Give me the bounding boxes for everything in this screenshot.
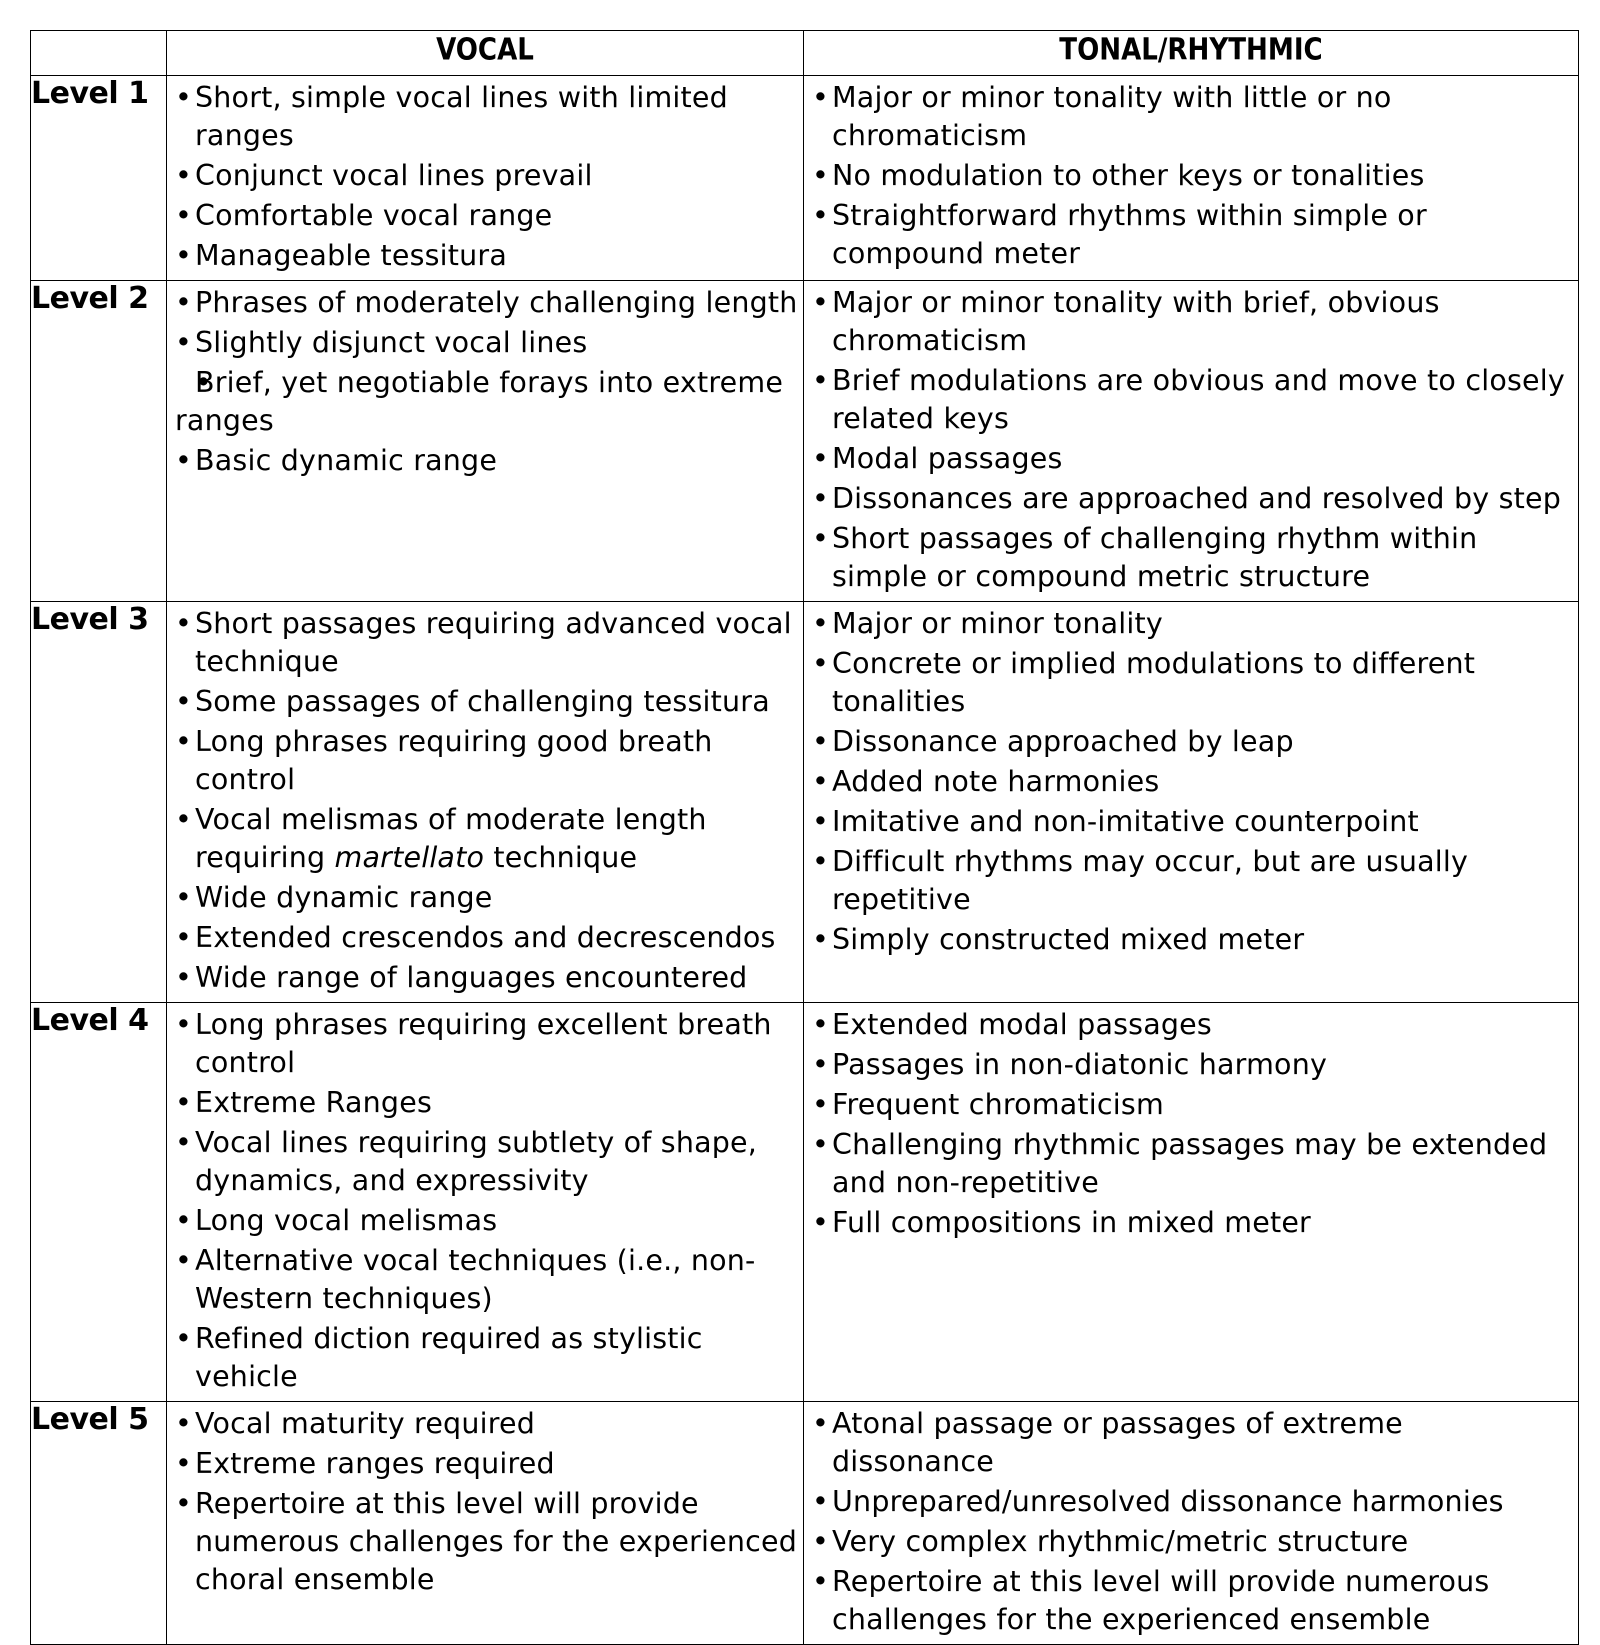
list-item: • Conjunct vocal lines prevail [175, 157, 799, 195]
list-item: • Slightly disjunct vocal lines [175, 324, 799, 362]
list-item-text-tail: technique [484, 841, 638, 874]
list-item: • Repertoire at this level will provide numerous challenges for the experienced choral ensemble [175, 1485, 799, 1599]
tonal-cell [804, 602, 1579, 1003]
list-item: • Extreme Ranges [175, 1084, 799, 1122]
list-item: • Long phrases requiring good breath control [175, 723, 799, 799]
list-item-text: Vocal melismas of moderate length requiring [195, 803, 707, 874]
list-item: • Major or minor tonality [812, 605, 1574, 643]
table-row-level-1 [31, 76, 1579, 281]
list-item: • Unprepared/unresolved dissonance harmonies [812, 1483, 1574, 1521]
list-item: • Comfortable vocal range [175, 197, 799, 235]
list-item: • Extended modal passages [812, 1006, 1574, 1044]
list-item: • Extended crescendos and decrescendos [175, 919, 799, 957]
tonal-cell [804, 1402, 1579, 1645]
vocal-cell [167, 1402, 804, 1645]
vocal-cell [167, 76, 804, 281]
list-item: • Brief modulations are obvious and move to closely related keys [812, 362, 1574, 438]
level-label: Level 4 [31, 1003, 167, 1402]
table-row-level-2 [31, 281, 1579, 602]
list-item: • Imitative and non-imitative counterpoint [812, 803, 1574, 841]
list-item: • Short passages of challenging rhythm within simple or compound metric structure [812, 520, 1574, 596]
header-row [31, 31, 1579, 76]
list-item: • Refined diction required as stylistic vehicle [175, 1320, 799, 1396]
level-column-header [31, 31, 167, 76]
list-item: • Long phrases requiring excellent breath control [175, 1006, 799, 1082]
vocal-column-header: VOCAL [167, 29, 804, 76]
list-item: • Modal passages [812, 440, 1574, 478]
list-item: • Passages in non-diatonic harmony [812, 1046, 1574, 1084]
list-item: • Brief, yet negotiable forays into extreme ranges [175, 364, 799, 440]
level-label: Level 2 [31, 281, 167, 602]
list-item: • Dissonance approached by leap [812, 723, 1574, 761]
vocal-cell [167, 281, 804, 602]
list-item: • Long vocal melismas [175, 1202, 799, 1240]
list-item: • Vocal lines requiring subtlety of shape, dynamics, and expressivity [175, 1124, 799, 1200]
level-label: Level 5 [31, 1402, 167, 1645]
list-item: • Repertoire at this level will provide numerous challenges for the experienced ensemble [812, 1563, 1574, 1639]
list-item: • Dissonances are approached and resolved by step [812, 480, 1574, 518]
list-item: • Wide range of languages encountered [175, 959, 799, 997]
table-row-level-3 [31, 602, 1579, 1003]
list-item: • Alternative vocal techniques (i.e., non-Western techniques) [175, 1242, 799, 1318]
list-item: • Major or minor tonality with little or no chromaticism [812, 79, 1574, 155]
list-item: • Concrete or implied modulations to different tonalities [812, 645, 1574, 721]
list-item: • No modulation to other keys or tonalities [812, 157, 1574, 195]
list-item: • Straightforward rhythms within simple or compound meter [812, 197, 1574, 273]
list-item: • Major or minor tonality with brief, obvious chromaticism [812, 284, 1574, 360]
list-item: • Simply constructed mixed meter [812, 921, 1574, 959]
list-item: • Vocal maturity required [175, 1405, 799, 1443]
list-item: • Challenging rhythmic passages may be extended and non-repetitive [812, 1126, 1574, 1202]
table-row-level-5 [31, 1402, 1579, 1645]
level-label: Level 3 [31, 602, 167, 1003]
table-row-level-4 [31, 1003, 1579, 1402]
list-item: • Wide dynamic range [175, 879, 799, 917]
list-item: • Atonal passage or passages of extreme dissonance [812, 1405, 1574, 1481]
list-item: • Manageable tessitura [175, 237, 799, 275]
emphasis-term: martellato [334, 841, 485, 874]
vocal-cell [167, 602, 804, 1003]
list-item: • Short, simple vocal lines with limited ranges [175, 79, 799, 155]
vocal-cell [167, 1003, 804, 1402]
list-item: • Difficult rhythms may occur, but are usually repetitive [812, 843, 1574, 919]
list-item: • Phrases of moderately challenging length [175, 284, 799, 322]
list-item: • Extreme ranges required [175, 1445, 799, 1483]
list-item: • Basic dynamic range [175, 442, 799, 480]
tonal-cell [804, 1003, 1579, 1402]
list-item: • Added note harmonies [812, 763, 1574, 801]
tonal-column-header: TONAL/RHYTHMIC [804, 29, 1579, 76]
list-item: • Frequent chromaticism [812, 1086, 1574, 1124]
list-item: • Some passages of challenging tessitura [175, 683, 799, 721]
difficulty-levels-table [30, 30, 1579, 1645]
tonal-cell [804, 281, 1579, 602]
list-item [175, 801, 799, 877]
list-item: • Very complex rhythmic/metric structure [812, 1523, 1574, 1561]
list-item: • Short passages requiring advanced vocal technique [175, 605, 799, 681]
list-item: • Full compositions in mixed meter [812, 1204, 1574, 1242]
tonal-cell [804, 76, 1579, 281]
level-label: Level 1 [31, 76, 167, 281]
